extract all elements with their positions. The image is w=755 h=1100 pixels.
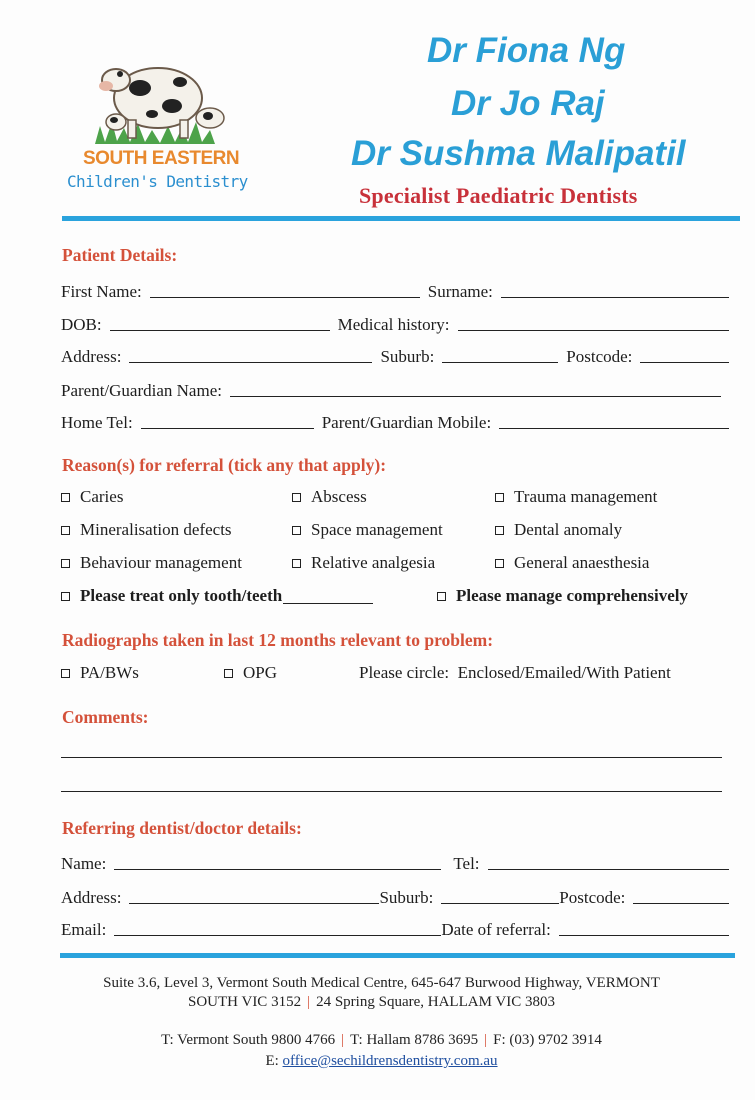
checkbox-opg[interactable]: OPG (224, 663, 277, 683)
medical-history-field[interactable] (458, 330, 729, 331)
checkbox-icon (292, 526, 301, 535)
comments-line-1[interactable] (61, 757, 722, 758)
checkbox-icon (61, 559, 70, 568)
checkbox-icon (61, 592, 70, 601)
checkbox-anaesthesia[interactable]: General anaesthesia (495, 553, 649, 573)
checkbox-mineralisation[interactable]: Mineralisation defects (61, 520, 232, 540)
home-tel-field[interactable] (141, 428, 314, 429)
first-name-field[interactable] (150, 297, 420, 298)
referrer-address-field[interactable] (129, 903, 379, 904)
referrer-row-address (61, 884, 729, 908)
medical-history-label: Medical history: (337, 315, 450, 334)
patient-postcode-label: Postcode: (566, 347, 633, 366)
footer-address-line2: SOUTH VIC 3152 | 24 Spring Square, HALLAM VIC 3803 (188, 994, 555, 1010)
checkbox-icon (292, 493, 301, 502)
referrer-name-field[interactable] (114, 869, 441, 870)
checkbox-caries[interactable]: Caries (61, 487, 123, 507)
footer-divider (60, 953, 735, 958)
checkbox-icon (224, 669, 233, 678)
footer-phones: T: Vermont South 9800 4766 | T: Hallam 8786 3695 | F: (03) 9702 3914 (161, 1032, 602, 1048)
radiographs-heading: Radiographs taken in last 12 months relevant to problem: (62, 630, 494, 650)
patient-row-name (61, 278, 729, 302)
referrer-tel-label: Tel: (453, 854, 480, 873)
referrer-postcode-field[interactable] (633, 903, 729, 904)
comments-heading: Comments: (62, 707, 149, 727)
referrer-heading: Referring dentist/doctor details: (62, 818, 302, 838)
guardian-mobile-label: Parent/Guardian Mobile: (321, 413, 492, 432)
dob-field[interactable] (110, 330, 330, 331)
checkbox-analgesia[interactable]: Relative analgesia (292, 553, 435, 573)
referrer-address-label: Address: (61, 888, 122, 907)
logo-line1: SOUTH EASTERN (83, 148, 240, 169)
referrer-name-label: Name: (61, 854, 107, 873)
guardian-name-label: Parent/Guardian Name: (61, 381, 222, 400)
teeth-field[interactable] (283, 589, 373, 604)
patient-details-heading: Patient Details: (62, 245, 178, 265)
footer-email: E: office@sechildrensdentistry.com.au (265, 1053, 498, 1069)
checkbox-icon (292, 559, 301, 568)
checkbox-icon (61, 526, 70, 535)
surname-field[interactable] (501, 297, 729, 298)
doctor-name-3: Dr Sushma Malipatil (351, 134, 686, 173)
referral-date-field[interactable] (559, 935, 729, 936)
checkbox-icon (495, 526, 504, 535)
referrer-tel-field[interactable] (488, 869, 729, 870)
comments-line-2[interactable] (61, 791, 722, 792)
footer-address-line1: Suite 3.6, Level 3, Vermont South Medical Centre, 645-647 Burwood Highway, VERMONT (103, 975, 660, 991)
patient-row-phone (61, 409, 729, 433)
dob-label: DOB: (61, 315, 102, 334)
patient-address-label: Address: (61, 347, 122, 366)
checkbox-trauma[interactable]: Trauma management (495, 487, 657, 507)
referrer-email-field[interactable] (114, 935, 441, 936)
checkbox-icon (495, 559, 504, 568)
checkbox-icon (437, 592, 446, 601)
doctor-name-1: Dr Fiona Ng (427, 31, 626, 70)
checkbox-behaviour[interactable]: Behaviour management (61, 553, 242, 573)
home-tel-label: Home Tel: (61, 413, 133, 432)
checkbox-manage-comprehensively[interactable]: Please manage comprehensively (437, 586, 688, 606)
patient-suburb-label: Suburb: (380, 347, 435, 366)
referrer-row-name (61, 850, 729, 874)
cow-mascot-icon (60, 56, 260, 148)
referrer-suburb-field[interactable] (441, 903, 559, 904)
checkbox-treat-only[interactable]: Please treat only tooth/teeth (61, 586, 373, 606)
referral-reasons-heading: Reason(s) for referral (tick any that apply): (62, 455, 387, 475)
doctor-name-2: Dr Jo Raj (451, 84, 605, 123)
email-link[interactable]: office@sechildrensdentistry.com.au (282, 1053, 498, 1069)
checkbox-icon (495, 493, 504, 502)
logo-line2: Children's Dentistry (67, 172, 248, 191)
referral-date-label: Date of referral: (441, 920, 551, 939)
patient-address-field[interactable] (129, 362, 372, 363)
patient-row-guardian (61, 377, 721, 401)
referrer-suburb-label: Suburb: (379, 888, 434, 907)
patient-postcode-field[interactable] (640, 362, 729, 363)
guardian-name-field[interactable] (230, 396, 721, 397)
referrer-row-email (61, 916, 729, 940)
patient-row-dob (61, 311, 729, 335)
tagline: Specialist Paediatric Dentists (359, 183, 638, 208)
patient-row-address (61, 343, 729, 367)
checkbox-icon (61, 669, 70, 678)
checkbox-abscess[interactable]: Abscess (292, 487, 367, 507)
surname-label: Surname: (427, 282, 493, 301)
referrer-postcode-label: Postcode: (559, 888, 626, 907)
guardian-mobile-field[interactable] (499, 428, 729, 429)
radiograph-delivery-options[interactable]: Please circle: Enclosed/Emailed/With Patient (359, 663, 671, 682)
checkbox-icon (61, 493, 70, 502)
referrer-email-label: Email: (61, 920, 107, 939)
checkbox-space[interactable]: Space management (292, 520, 443, 540)
first-name-label: First Name: (61, 282, 142, 301)
checkbox-pa-bws[interactable]: PA/BWs (61, 663, 139, 683)
clinic-logo (60, 56, 260, 201)
patient-suburb-field[interactable] (442, 362, 558, 363)
checkbox-anomaly[interactable]: Dental anomaly (495, 520, 622, 540)
header-divider (62, 216, 740, 221)
